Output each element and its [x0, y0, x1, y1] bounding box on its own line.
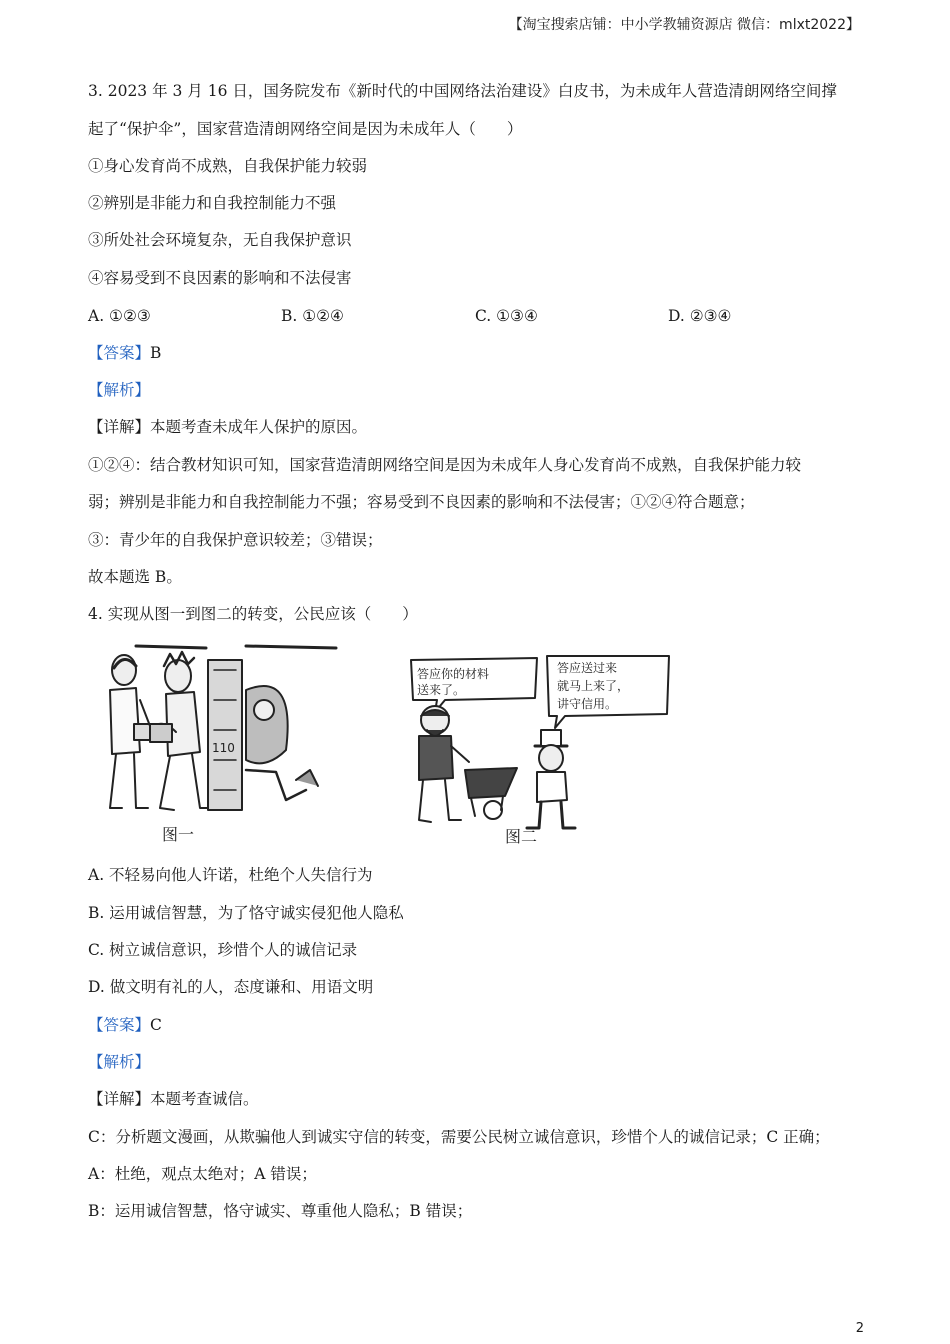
q3-stem-line1: 3. 2023 年 3 月 16 日，国务院发布《新时代的中国网络法治建设》白皮书，为未成年人营造清朗网络空间撑 — [88, 82, 837, 100]
q3-item-3: ③所处社会环境复杂，无自我保护意识 — [88, 231, 352, 249]
q4-option-c: C. 树立诚信意识，珍惜个人的诚信记录 — [88, 941, 358, 959]
q4-answer — [88, 1014, 162, 1036]
q3-option-a: A. ①②③ — [88, 307, 151, 325]
answer-value: C — [150, 1016, 162, 1034]
answer-tag: 【答案】 — [88, 344, 151, 362]
detail-tag: 【详解】 — [88, 418, 151, 436]
bubble-2-line-3: 讲守信用。 — [557, 697, 618, 711]
q4-option-b: B. 运用诚信智慧，为了恪守诚实侵犯他人隐私 — [88, 904, 404, 922]
page-number: 2 — [855, 1321, 864, 1336]
q3-conclusion: 故本题选 B。 — [88, 568, 182, 586]
bubble-1-line-1: 答应你的材料 — [417, 667, 490, 681]
figure-1-label: 图一 — [162, 825, 195, 844]
analysis-tag: 【解析】 — [88, 1053, 151, 1071]
q3-explanation-1a: ①②④：结合教材知识可知，国家营造清朗网络空间是因为未成年人身心发育尚不成熟，自我保护能力较 — [88, 456, 802, 474]
q3-explanation-1b: 弱；辨别是非能力和自我控制能力不强；容易受到不良因素的影响和不法侵害；①②④符合题意； — [88, 493, 755, 511]
q3-option-b: B. ①②④ — [281, 307, 344, 325]
q4-explanation-b: B：运用诚信智慧，恪守诚实、尊重他人隐私；B 错误； — [88, 1202, 473, 1220]
page-header: 【淘宝搜索店铺：中小学教辅资源店 微信：mlxt2022】 — [508, 17, 860, 33]
bubble-2-line-2: 就马上来了， — [557, 679, 630, 693]
bubble-2-line-1: 答应送过来 — [557, 661, 618, 675]
bubble-1-line-2: 送来了。 — [417, 683, 466, 697]
q3-explanation-2: ③：青少年的自我保护意识较差；③错误； — [88, 531, 383, 549]
figure-1-comic — [96, 640, 396, 852]
q4-explanation-a: A：杜绝，观点太绝对；A 错误； — [88, 1165, 317, 1183]
svg-text:110: 110 — [212, 741, 235, 755]
figure-2-label: 图二 — [505, 827, 538, 846]
q3-option-d: D. ②③④ — [668, 307, 732, 325]
q3-answer — [88, 342, 161, 364]
q3-option-c: C. ①③④ — [475, 307, 538, 325]
q3-item-1: ①身心发育尚不成熟，自我保护能力较弱 — [88, 157, 368, 175]
q3-item-4: ④容易受到不良因素的影响和不法侵害 — [88, 269, 352, 287]
q4-stem: 4. 实现从图一到图二的转变，公民应该（ ） — [88, 605, 418, 623]
detail-tag: 【详解】 — [88, 1090, 151, 1108]
q4-explanation-c: C：分析题文漫画，从欺骗他人到诚实守信的转变，需要公民树立诚信意识，珍惜个人的诚信记录；C 正确； — [88, 1128, 830, 1146]
analysis-tag: 【解析】 — [88, 381, 151, 399]
detail-text: 本题考查诚信。 — [150, 1090, 259, 1108]
q4-option-a: A. 不轻易向他人许诺，杜绝个人失信行为 — [88, 866, 373, 884]
figure-2-comic — [405, 650, 680, 850]
q3-item-2: ②辨别是非能力和自我控制能力不强 — [88, 194, 337, 212]
answer-tag: 【答案】 — [88, 1016, 151, 1034]
q4-option-d: D. 做文明有礼的人，态度谦和、用语文明 — [88, 978, 374, 996]
detail-text: 本题考查未成年人保护的原因。 — [150, 418, 368, 436]
q3-detail — [88, 416, 367, 438]
q4-analysis-tag — [88, 1051, 150, 1073]
q3-analysis-tag — [88, 379, 150, 401]
q3-stem-line2: 起了“保护伞”，国家营造清朗网络空间是因为未成年人（ ） — [88, 120, 523, 138]
q4-detail — [88, 1088, 259, 1110]
answer-value: B — [150, 344, 162, 362]
